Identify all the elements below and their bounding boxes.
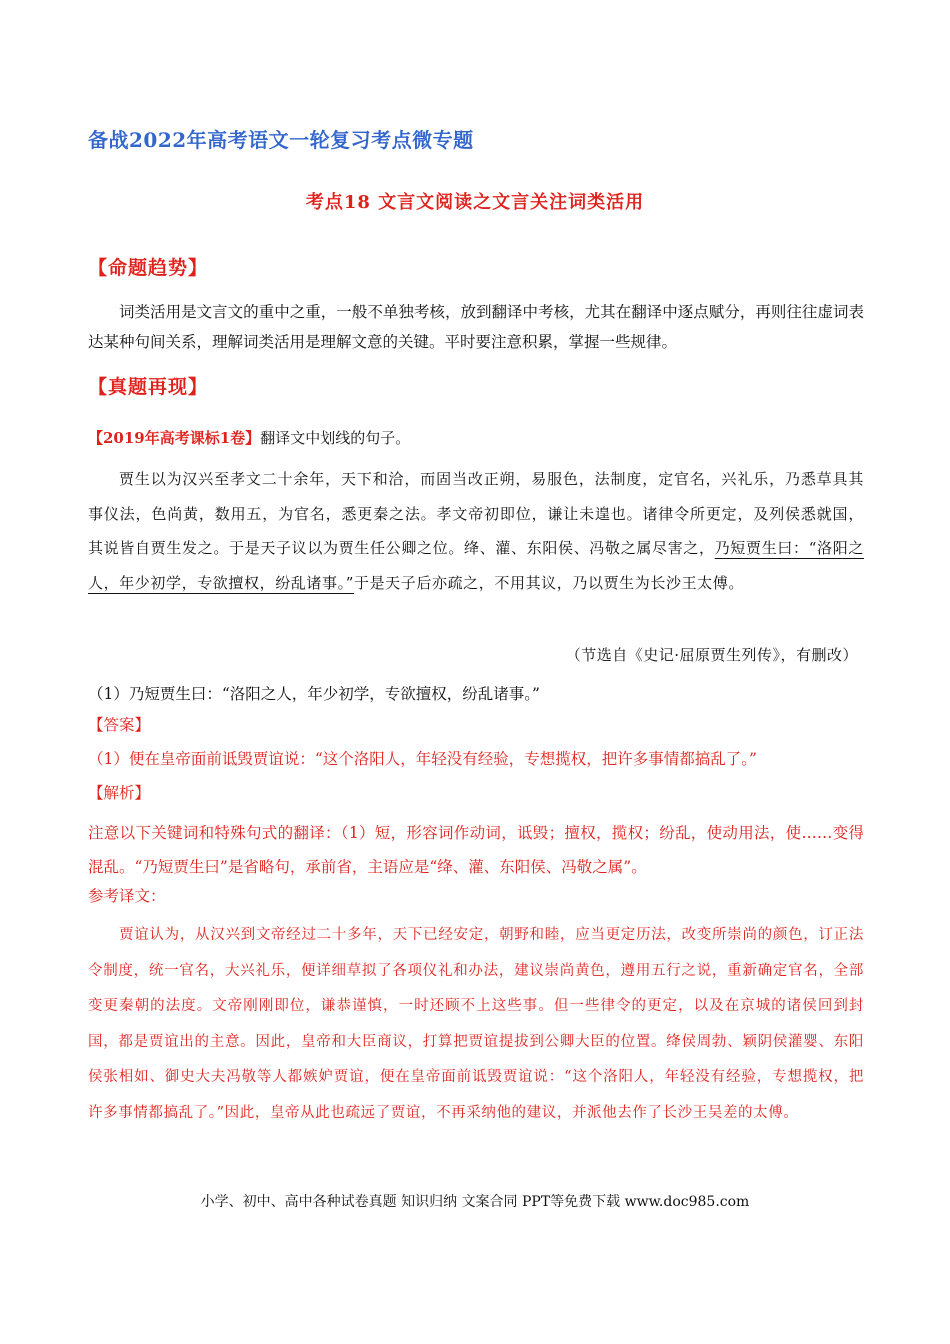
trend-paragraph: 词类活用是文言文的重中之重，一般不单独考核，放到翻译中考核，尤其在翻译中逐点赋分，再则往往虚词表达某种句间关系，理解词类活用是理解文意的关键。平时要注意积累，掌握一些规律。 <box>88 303 864 351</box>
series-title: 备战2022年高考语文一轮复习考点微专题 <box>88 128 474 152</box>
question-line <box>88 426 410 450</box>
answer-label: 【答案】 <box>88 716 151 734</box>
analysis-label: 【解析】 <box>88 784 151 802</box>
page-footer: 小学、初中、高中各种试卷真题 知识归纳 文案合同 PPT等免费下载 www.doc985.com <box>200 1194 750 1210</box>
trend-heading: 【命题趋势】 <box>88 257 209 279</box>
classical-passage <box>88 462 864 600</box>
passage-text-after: 于是天子后亦疏之，不用其议，乃以贾生为长沙王太傅。 <box>353 573 744 592</box>
real-exam-heading: 【真题再现】 <box>88 376 209 398</box>
passage-citation: （节选自《史记·屈原贾生列传》，有删改） <box>565 646 858 664</box>
reference-translation-label: 参考译文： <box>88 887 166 905</box>
passage-text-before: 贾生以为汉兴至孝文二十余年，天下和洽，而固当改正朔，易服色，法制度，定官名，兴礼乐，乃悉草具其事仪法，色尚黄，数用五，为官名，悉更秦之法。孝文帝初即位，谦让未遑也。诸律令所更定，及列侯悉就国，其说皆自贾生发之。于是天子议以为贾生任公卿之位。绛、灌、东阳侯、冯敬之属尽害之， <box>88 470 864 557</box>
question-prompt: 翻译文中划线的句子。 <box>260 429 411 447</box>
analysis-text: 注意以下关键词和特殊句式的翻译：（1）短，形容词作动词，诋毁；擅权，揽权；纷乱，使动用法，使……变得混乱。“乃短贾生曰”是省略句，承前省，主语应是“绛、灌、东阳侯、冯敬之属”。 <box>88 824 864 876</box>
reference-translation-text: 贾谊认为，从汉兴到文帝经过二十多年，天下已经安定，朝野和睦，应当更定历法，改变所崇尚的颜色，订正法令制度，统一官名，大兴礼乐，便详细草拟了各项仪礼和办法，建议崇尚黄色，遵用五行之说，重新确定官名，全部变更秦朝的法度。文帝刚刚即位，谦恭谨慎，一时还顾不上这些事。但一些律令的更定，以及在京城的诸侯回到封国，都是贾谊出的主意。因此，皇帝和大臣商议，打算把贾谊提拔到公卿大臣的位置。绛侯周勃、颖阴侯灌婴、东阳侯张相如、御史大夫冯敬等人都嫉妒贾谊，便在皇帝面前诋毁贾谊说：“这个洛阳人，年轻没有经验，专想揽权，把许多事情都搞乱了。”因此，皇帝从此也疏远了贾谊，不再采纳他的建议，并派他去作了长沙王吴差的太傅。 <box>88 927 864 1121</box>
topic-title: 考点18 文言文阅读之文言关注词类活用 <box>305 192 645 213</box>
passage-underlined-sentence: 乃短贾生曰：“洛阳之人，年少初学，专欲擅权，纷乱诸事。” <box>88 539 864 592</box>
question-1: （1）乃短贾生曰：“洛阳之人，年少初学，专欲擅权，纷乱诸事。” <box>88 685 540 703</box>
question-source: 【2019年高考课标1卷】 <box>88 429 261 447</box>
answer-text: （1）便在皇帝面前诋毁贾谊说：“这个洛阳人，年轻没有经验，专想揽权，把许多事情都搞乱了。” <box>88 750 757 768</box>
